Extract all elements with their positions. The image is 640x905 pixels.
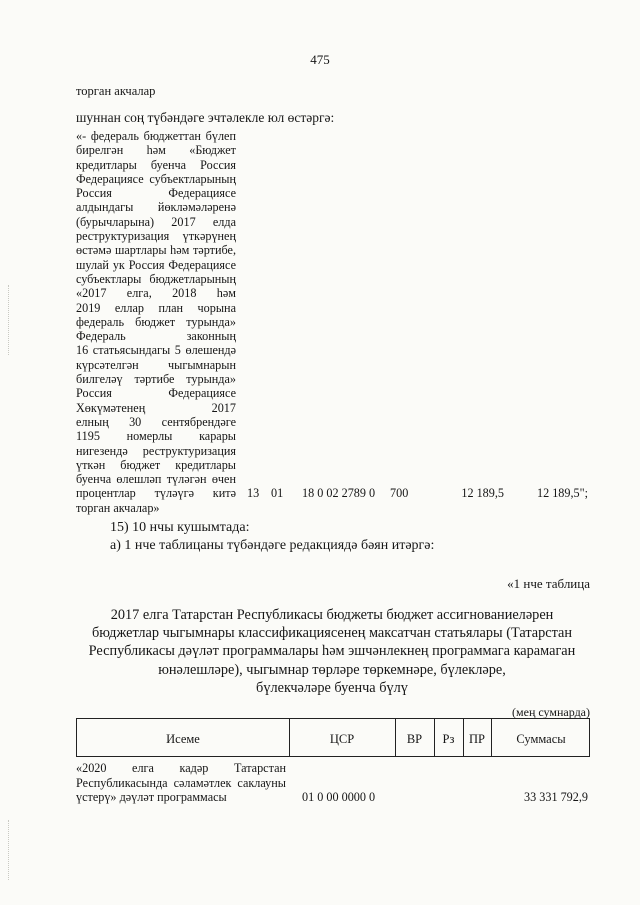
quoted-row-name-line: 2019 еллар план чорына — [76, 300, 236, 315]
quoted-row-name-line: (бурычларына) 2017 елда — [76, 214, 236, 229]
header-csr: ЦСР — [329, 732, 355, 746]
quoted-row-sum-1: 12 189,5 — [461, 486, 504, 500]
header-pr: ПР — [469, 732, 485, 746]
quoted-row-name-line: реструктуризация үткәрүнең — [76, 229, 236, 244]
quoted-row-sum-2: 12 189,5"; — [536, 486, 588, 500]
quoted-row-name-line: елның 30 сентябрендәге — [76, 414, 236, 429]
table-header — [76, 718, 590, 757]
table-row-name-line: «2020 елга кадәр Татарстан — [76, 761, 286, 775]
quoted-row-name-line: өстәмә шартлары һәм тәртибе, — [76, 243, 236, 258]
table-row-csr: 01 0 00 0000 0 — [302, 790, 376, 804]
quoted-row-name-line: субъектлары бюджетларының — [76, 271, 236, 286]
quoted-row-name-line: федераль бюджет турында» — [76, 314, 236, 329]
table-heading — [76, 606, 588, 697]
table-row-sum: 33 331 792,9 — [524, 790, 588, 804]
header-sum: Суммасы — [516, 732, 566, 746]
heading-line: бюджетлар чыгымнары классификациясенең максатчан статьялары (Татарстан — [91, 625, 573, 642]
scan-margin-mark — [8, 285, 10, 355]
scan-margin-mark — [8, 820, 10, 880]
units-note: (мең сумнарда) — [512, 705, 590, 719]
table-row-name-line: үстерү» дәүләт программасы — [76, 790, 227, 804]
quoted-row-name-line: алдындагы йөкләмәләренә — [76, 200, 236, 215]
quoted-row-name-line: нигезендә реструктуризация — [76, 443, 236, 458]
quoted-row-name-line: Федераль законның — [76, 329, 236, 344]
quoted-row-name-line: үткән бюджет кредитлары — [76, 457, 236, 472]
quoted-row-name-line: 1195 номерлы карары — [76, 429, 236, 444]
heading-line: юнәлешләре), чыгымнар төрләре төркемнәре, бүлекләре, — [158, 661, 506, 678]
quoted-row-name-line: 16 статьясындагы 5 өлешендә — [76, 343, 236, 358]
quoted-row-name-line: Хөкүмәтенең 2017 — [76, 400, 236, 415]
quoted-row-name-line: шулай ук Россия Федерациясе — [76, 257, 236, 272]
quoted-row-name-line: Федерациясе субъектларының — [76, 171, 236, 186]
heading-line: 2017 елга Татарстан Республикасы бюджеты бюджет ассигнованиеләрен — [110, 607, 554, 623]
heading-line: Республикасы дәүләт программалары һәм эшчәнлекнең программага карамаган — [88, 643, 576, 660]
quoted-row-rz: 13 — [247, 486, 260, 500]
quoted-row-name-line: буенча өлешләп түләгән өчен — [76, 472, 236, 487]
quoted-row-name-line: процентлар түләүгә китә — [76, 486, 236, 501]
quoted-row-name-line: Россия Федерациясе — [76, 386, 236, 401]
quoted-row-name-line: бирелгән һәм «Бюджет — [76, 143, 236, 158]
item-15: 15) 10 нчы кушымтада: — [110, 520, 250, 535]
quoted-row-name-line: «2017 елга, 2018 һәм — [76, 286, 236, 301]
quoted-row-name-line: күрсәтелгән чыгымнарын — [76, 357, 236, 372]
quoted-row-name — [76, 129, 236, 515]
intro-line: торган акчалар — [76, 84, 156, 98]
table-row-name-line: Республикасында сәламәтлек саклауны — [76, 775, 286, 790]
quoted-row-name-line: торган акчалар» — [76, 500, 160, 515]
table-reference: «1 нче таблица — [507, 576, 590, 591]
quoted-row-name-line: кредитлары буенча Россия — [76, 157, 236, 172]
header-rz: Рз — [442, 732, 455, 746]
header-vr: ВР — [406, 732, 423, 746]
table-row-name — [76, 761, 286, 805]
quoted-row-pr: 01 — [271, 486, 284, 500]
quoted-row-csr: 18 0 02 2789 0 — [302, 486, 376, 500]
quoted-row-name-line: билгеләү тәртибе турында» — [76, 372, 236, 387]
replace-instruction: шуннан соң түбәндәге эчтәлекле юл өстәргә: — [76, 110, 335, 125]
header-name: Исеме — [166, 732, 200, 746]
quoted-row-name-line: «- федераль бюджеттан бүлеп — [76, 129, 236, 143]
item-a: а) 1 нче таблицаны түбәндәге редакциядә бәян итәргә: — [110, 538, 435, 553]
quoted-row-vr: 700 — [390, 486, 409, 500]
heading-line: бүлекчәләре буенча бүлү — [256, 679, 408, 696]
page-number: 475 — [310, 52, 330, 67]
quoted-row-name-line: Россия Федерациясе — [76, 186, 236, 201]
